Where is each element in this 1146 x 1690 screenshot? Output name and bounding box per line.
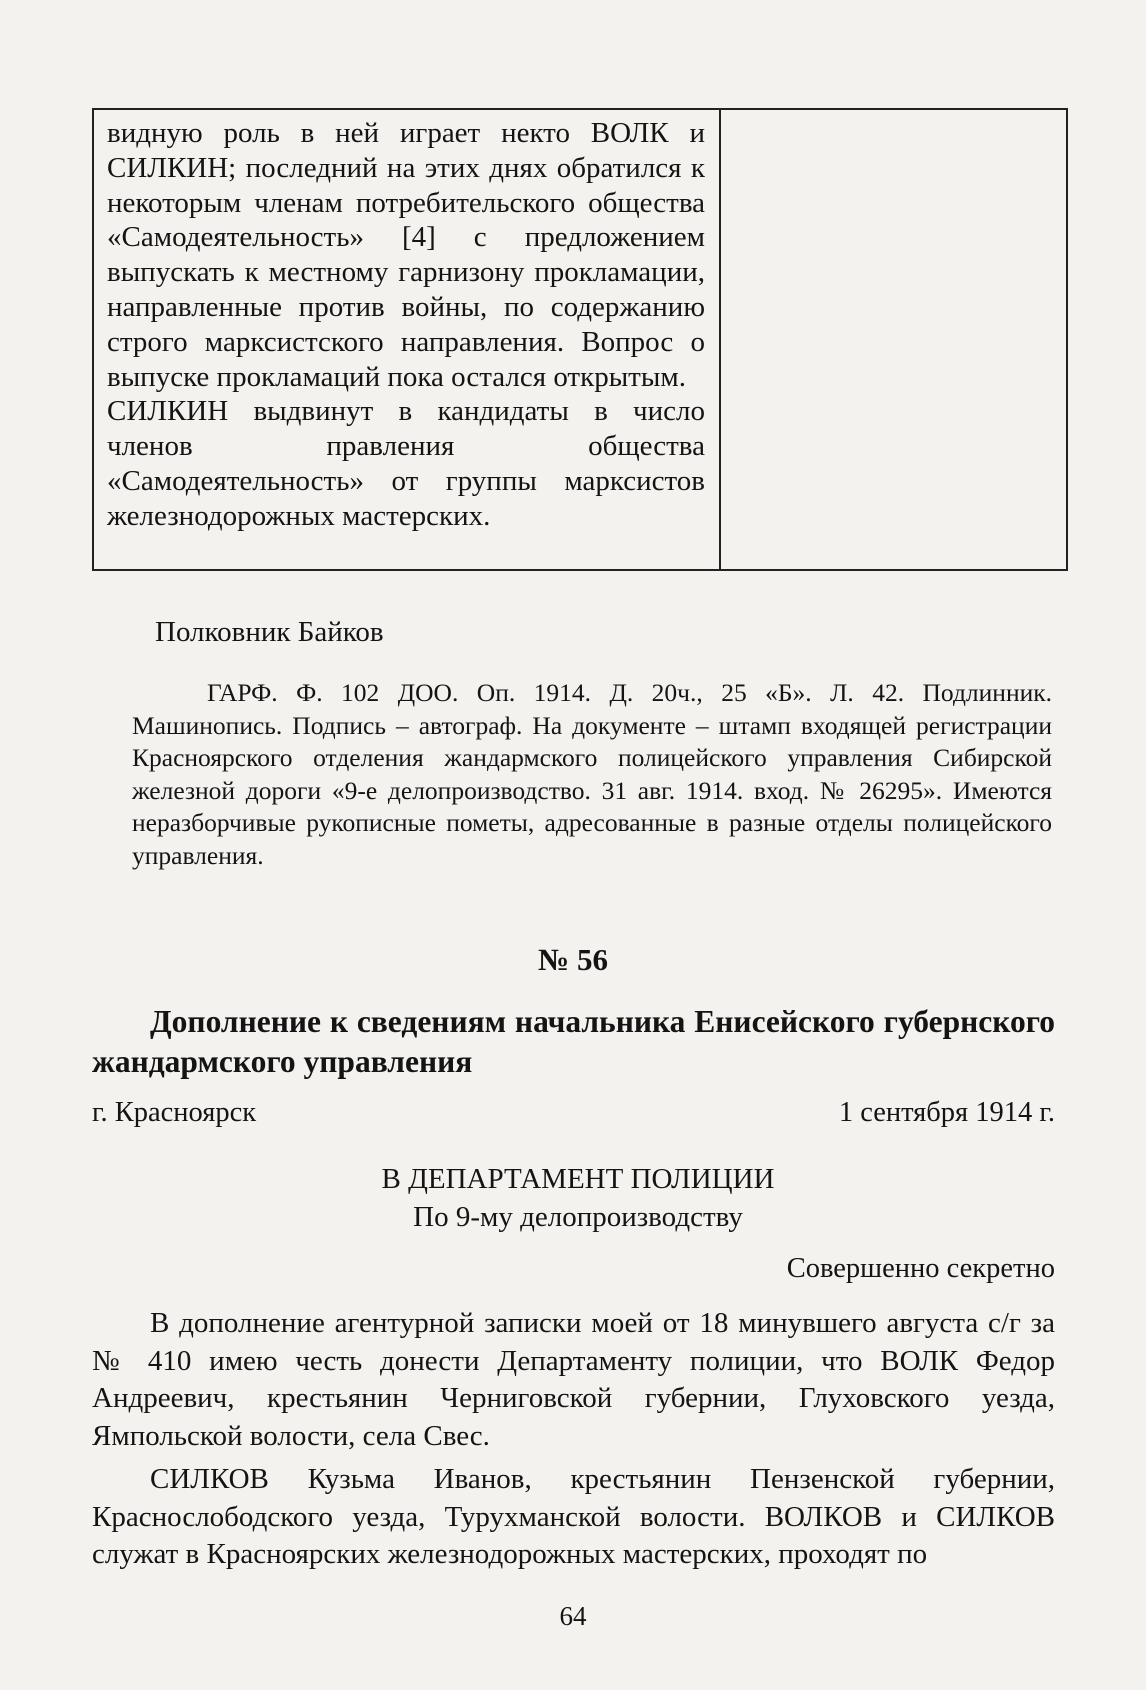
- addressee: [0, 1160, 1146, 1236]
- document-number: № 56: [538, 942, 608, 977]
- signature: Полковник Байков: [155, 616, 384, 648]
- place: г. Красноярск: [92, 1097, 257, 1128]
- body-text: [92, 1305, 1055, 1580]
- page-number: 64: [559, 1601, 587, 1631]
- table-text-cell: [107, 116, 705, 534]
- archive-note: [132, 677, 1052, 872]
- table-paragraph: СИЛКИН выдвинут в кандидаты в число членов правления общества «Самодеятельность» от группы марксистов железнодорожных мастерских.: [107, 395, 705, 532]
- body-paragraph: СИЛКОВ Кузьма Иванов, крестьянин Пензенской губернии, Краснослободского уезда, Турухманской волости. ВОЛКОВ и СИЛКОВ служат в Красноярских железнодорожных мастерских, проходят по: [92, 1463, 1055, 1570]
- date: 1 сентября 1914 г.: [838, 1097, 1055, 1128]
- addressee-line: В ДЕПАРТАМЕНТ ПОЛИЦИИ: [381, 1163, 775, 1195]
- archive-note-text: ГАРФ. Ф. 102 ДОО. Оп. 1914. Д. 20ч., 25 «Б». Л. 42. Подлинник. Машинопись. Подпись – автограф. На документе – штамп входящей регистрации Красноярского отделения жандармского полицейского управления Сибирской железной дороги «9-е делопроизводство. 31 авг. 1914. вход. № 26295». Имеются неразборчивые рукописные пометы, адресованные в разные отделы полицейского управления.: [132, 678, 1052, 870]
- table-column-divider: [719, 110, 721, 569]
- document-title: Дополнение к сведениям начальника Енисейского губернского жандармского управления: [92, 1004, 1055, 1079]
- secrecy-stamp: Совершенно секретно: [786, 1253, 1055, 1284]
- table-paragraph: видную роль в ней играет некто ВОЛК и СИЛКИН; последний на этих днях обратился к некоторым членам потребительского общества «Самодеятельность» [4] с предложением выпускать к местному гарнизону прокламации, направленные против войны, по содержанию строго марксистского направления. Вопрос о выпуске прокламаций пока остался открытым.: [107, 117, 705, 393]
- report-table: [92, 108, 1068, 571]
- body-paragraph: В дополнение агентурной записки моей от 18 минувшего августа с/г за № 410 имею честь донести Департаменту полиции, что ВОЛК Федор Андреевич, крестьянин Черниговской губернии, Глуховского уезда, Ямпольской волости, села Свес.: [92, 1307, 1055, 1452]
- addressee-line: По 9-му делопроизводству: [413, 1201, 743, 1233]
